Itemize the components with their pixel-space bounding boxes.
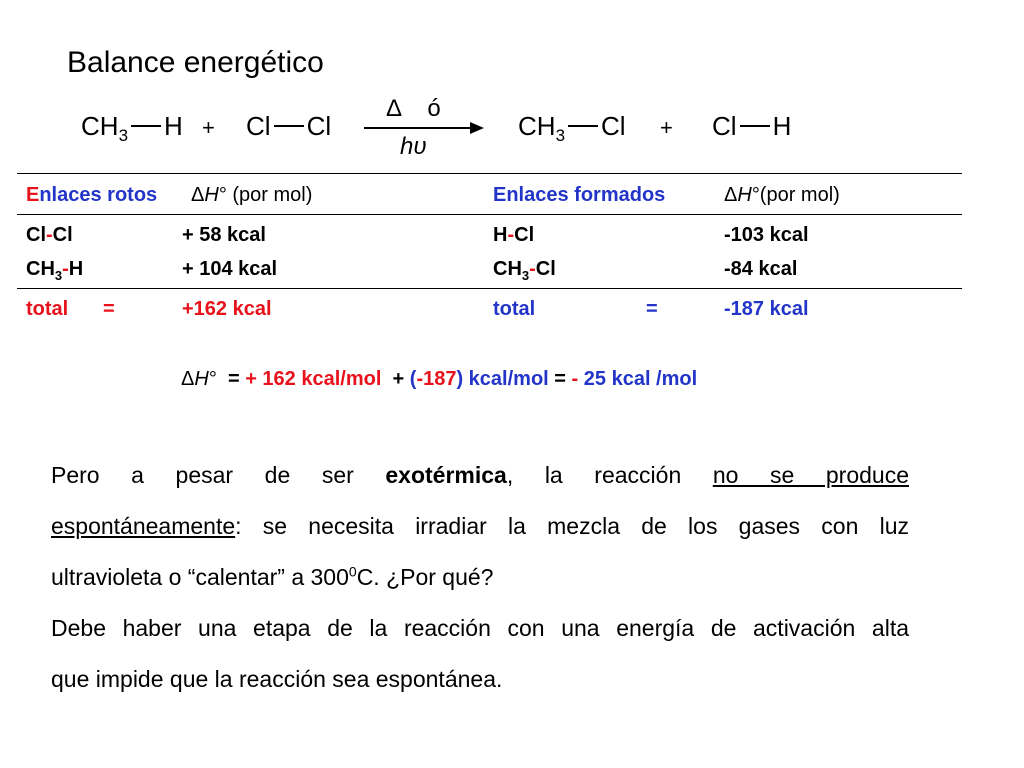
header-broken-bonds	[26, 184, 157, 207]
enthalpy-summary	[181, 368, 697, 391]
bond-ch3-cl	[493, 258, 556, 283]
table-total-rule	[17, 288, 962, 289]
formula-text: Cl	[246, 111, 271, 141]
bond-line	[568, 125, 598, 127]
header-unit: ° (por mol)	[218, 184, 313, 206]
bold-term: exotérmica	[385, 462, 507, 488]
bond-dash: -	[62, 258, 69, 280]
paragraph-line-1	[51, 450, 909, 501]
paragraph-line-4: Debe haber una etapa de la reacción con una energía de activación alta	[51, 615, 909, 641]
formula-text: H	[164, 111, 183, 141]
formula-text: CH	[518, 111, 556, 141]
superscript: 0	[348, 563, 357, 580]
reactant-chlorine	[246, 111, 331, 142]
header-formed-bonds: Enlaces formados	[493, 184, 666, 206]
underlined-phrase: espontáneamente	[51, 513, 236, 539]
bond-dash: -	[507, 224, 515, 246]
underlined-phrase: no se produce	[712, 462, 909, 488]
table-header-rule	[17, 214, 962, 215]
plus-sign: +	[392, 368, 405, 390]
reactant-methane	[81, 111, 183, 146]
product-chloromethane	[518, 111, 626, 146]
paren-close-unit: ) kcal/mol	[456, 368, 549, 390]
formula-text: H	[772, 111, 792, 141]
paragraph-line-3	[51, 552, 909, 603]
header-unit: °(por mol)	[751, 184, 840, 206]
bond-atom: Cl	[26, 224, 46, 246]
bond-dash: -	[46, 224, 53, 246]
reaction-arrow	[364, 95, 488, 165]
subscript: 3	[555, 126, 566, 146]
total-right-equals: =	[646, 298, 658, 320]
delta-symbol: Δ	[181, 368, 195, 390]
table-top-rule	[17, 173, 962, 174]
text-run: C. ¿Por qué?	[356, 564, 494, 590]
bond-cl-cl-energy: + 58 kcal	[182, 224, 266, 246]
header-dh-left	[191, 184, 312, 207]
paragraph-line-5: que impide que la reacción sea espontánea.	[51, 666, 503, 692]
arrow-condition-top: Δ ó	[386, 95, 451, 122]
slide-title: Balance energético	[67, 46, 324, 79]
broken-total: + 162 kcal/mol	[245, 368, 382, 390]
text-run: , la reacción	[506, 462, 713, 488]
bond-h-cl	[493, 224, 534, 247]
bond-h-cl-energy: -103 kcal	[724, 224, 809, 246]
bond-ch3-cl-energy: -84 kcal	[724, 258, 798, 280]
bond-line	[131, 125, 161, 127]
result-sign: -	[571, 368, 579, 390]
header-initial: E	[26, 184, 40, 206]
header-dh-right	[724, 184, 840, 207]
total-right-label: total	[493, 298, 536, 320]
formula-text: Cl	[601, 111, 626, 141]
bond-ch3-h	[26, 258, 83, 283]
subscript: 3	[118, 126, 129, 146]
text-run: : se necesita irradiar la mezcla de los gases con luz	[235, 513, 909, 539]
bond-atom: Cl	[535, 258, 556, 280]
arrow-head-icon	[470, 122, 484, 134]
h-symbol: H	[194, 368, 209, 390]
total-left-value: +162 kcal	[182, 298, 272, 320]
text-run: Pero a pesar de ser	[51, 462, 386, 488]
arrow-shaft	[364, 127, 476, 129]
delta-symbol: Δ	[191, 184, 205, 206]
h-symbol: H	[204, 184, 219, 206]
subscript: 3	[54, 268, 63, 283]
paren-open: (	[409, 368, 417, 390]
total-left-equals: =	[103, 298, 115, 320]
formula-text: Cl	[306, 111, 332, 141]
bond-atom: CH	[26, 258, 55, 280]
formed-total: -187	[416, 368, 457, 390]
plus-sign: +	[660, 115, 673, 140]
h-symbol: H	[737, 184, 752, 206]
product-hcl	[712, 111, 791, 142]
bond-line	[740, 125, 770, 127]
bond-atom: CH	[493, 258, 522, 280]
degree-symbol: °	[208, 368, 217, 390]
formula-text: CH	[81, 111, 119, 141]
bond-ch3-h-energy: + 104 kcal	[182, 258, 278, 280]
result-value: 25 kcal /mol	[578, 368, 698, 390]
bond-atom: H	[493, 224, 508, 246]
delta-symbol: Δ	[724, 184, 738, 206]
bond-line	[274, 125, 304, 127]
bond-dash: -	[529, 258, 536, 280]
equals-sign: =	[227, 368, 240, 390]
header-text: nlaces rotos	[39, 184, 158, 206]
bond-atom: H	[68, 258, 84, 280]
bond-atom: Cl	[514, 224, 535, 246]
formula-text: Cl	[712, 111, 737, 141]
reaction-equation	[0, 95, 1024, 165]
total-left-label: total	[26, 298, 69, 320]
bond-cl-cl	[26, 224, 73, 247]
bond-atom: Cl	[52, 224, 73, 246]
subscript: 3	[521, 268, 530, 283]
equals-sign: =	[554, 368, 566, 390]
plus-sign: +	[202, 115, 215, 140]
total-right-value: -187 kcal	[724, 298, 809, 320]
arrow-condition-bottom: hυ	[400, 133, 427, 160]
paragraph-line-2	[51, 501, 909, 552]
text-run: ultravioleta o “calentar” a 300	[51, 564, 349, 590]
